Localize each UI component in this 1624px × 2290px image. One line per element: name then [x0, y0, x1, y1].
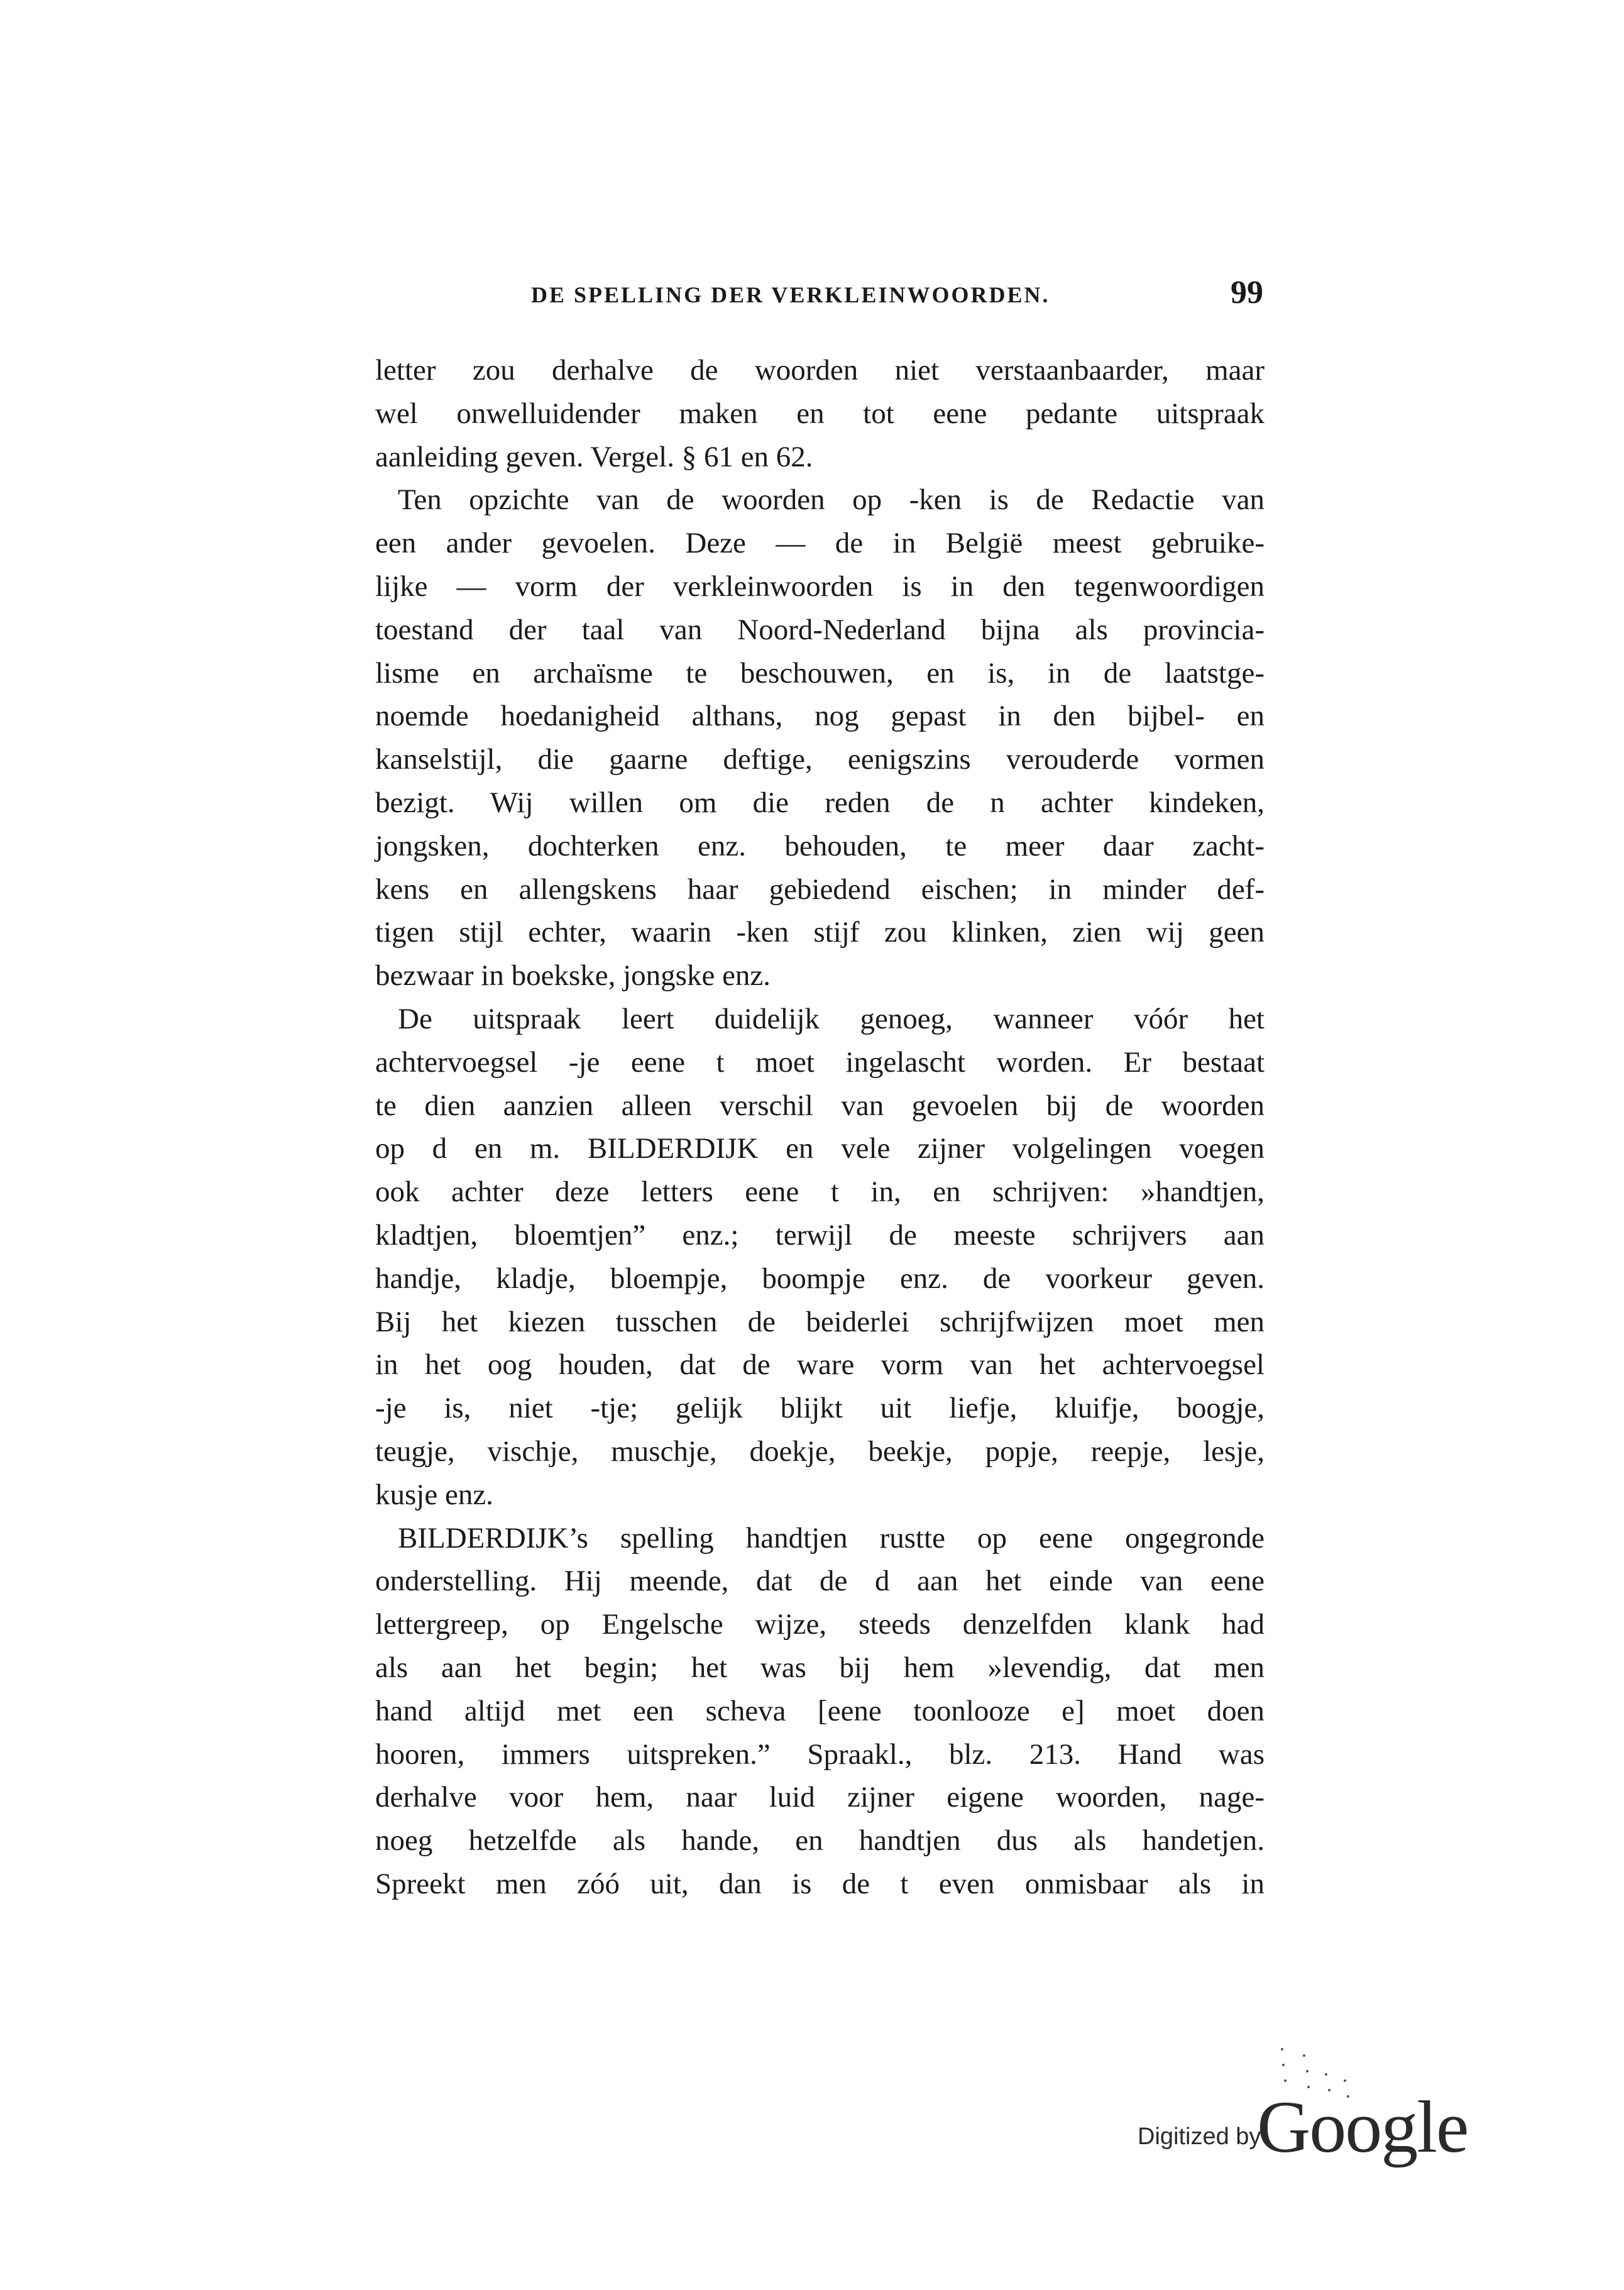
text-line: BILDERDIJK’s spelling handtjen rustte op eene ongegronde: [398, 1521, 1265, 1555]
text-line: noeg hetzelfde als hande, en handtjen dus als handetjen.: [375, 1824, 1265, 1858]
text-line: kens en allengskens haar gebiedend eischen; in minder def-: [375, 873, 1265, 906]
page-number: 99: [1231, 275, 1263, 311]
text-line: lisme en archaïsme te beschouwen, en is, in de laatstge-: [375, 656, 1265, 690]
google-watermark: [1138, 2074, 1468, 2175]
text-line: hand altijd met een scheva [eene toonlooze e] moet doen: [375, 1694, 1265, 1727]
text-line: Bij het kiezen tusschen de beiderlei schrijfwijzen moet men: [375, 1305, 1265, 1338]
text-line: letter zou derhalve de woorden niet verstaanbaarder, maar: [375, 354, 1265, 387]
running-head: [377, 270, 1263, 321]
text-line: Ten opzichte van de woorden op -ken is de Redactie van: [398, 483, 1265, 517]
text-line: kladtjen, bloemtjen” enz.; terwijl de meeste schrijvers aan: [375, 1218, 1265, 1252]
text-line: kusje enz.: [375, 1478, 493, 1511]
text-line: in het oog houden, dat de ware vorm van het achtervoegsel: [375, 1348, 1265, 1382]
text-line: kanselstijl, die gaarne deftige, eenigszins verouderde vormen: [375, 743, 1265, 776]
text-line: toestand der taal van Noord-Nederland bijna als provincia-: [375, 613, 1265, 646]
text-line: Spreekt men zóó uit, dan is de t even onmisbaar als in: [375, 1867, 1265, 1900]
text-line: lijke — vorm der verkleinwoorden is in den tegenwoordigen: [375, 570, 1265, 603]
text-line: bezigt. Wij willen om die reden de n achter kindeken,: [375, 786, 1265, 819]
text-line: De uitspraak leert duidelijk genoeg, wanneer vóór het: [398, 1002, 1265, 1035]
watermark-prefix: Digitized by: [1138, 2123, 1261, 2150]
text-line: een ander gevoelen. Deze — de in België meest gebruike-: [375, 527, 1265, 560]
text-line: als aan het begin; het was bij hem »levendig, dat men: [375, 1651, 1265, 1684]
text-line: lettergreep, op Engelsche wijze, steeds denzelfden klank had: [375, 1608, 1265, 1641]
text-line: onderstelling. Hij meende, dat de d aan het einde van eene: [375, 1565, 1265, 1598]
text-line: jongsken, dochterken enz. behouden, te meer daar zacht-: [375, 829, 1265, 862]
text-line: tigen stijl echter, waarin -ken stijf zou klinken, zien wij geen: [375, 916, 1265, 949]
text-line: teugje, vischje, muschje, doekje, beekje, popje, reepje, lesje,: [375, 1434, 1265, 1468]
text-line: ook achter deze letters eene t in, en schrijven: »handtjen,: [375, 1175, 1265, 1209]
watermark-brand: Google: [1257, 2086, 1468, 2168]
running-title: DE SPELLING DER VERKLEINWOORDEN.: [531, 282, 1050, 307]
text-line: -je is, niet -tje; gelijk blijkt uit liefje, kluifje, boogje,: [375, 1392, 1265, 1425]
text-line: op d en m. BILDERDIJK en vele zijner volgelingen voegen: [375, 1132, 1265, 1165]
text-line: derhalve voor hem, naar luid zijner eigene woorden, nage-: [375, 1781, 1265, 1814]
text-line: handje, kladje, bloempje, boompje enz. de voorkeur geven.: [375, 1262, 1265, 1295]
text-line: noemde hoedanigheid althans, nog gepast in den bijbel- en: [375, 700, 1265, 733]
text-line: hooren, immers uitspreken.” Spraakl., blz. 213. Hand was: [375, 1737, 1265, 1771]
text-line: bezwaar in boekske, jongske enz.: [375, 959, 771, 993]
text-line: aanleiding geven. Vergel. § 61 en 62.: [375, 440, 813, 473]
text-line: wel onwelluidender maken en tot eene pedante uitspraak: [375, 397, 1265, 430]
text-line: achtervoegsel -je eene t moet ingelascht worden. Er bestaat: [375, 1045, 1265, 1079]
body-text: [375, 349, 1265, 1906]
text-line: te dien aanzien alleen verschil van gevoelen bij de woorden: [375, 1089, 1265, 1122]
